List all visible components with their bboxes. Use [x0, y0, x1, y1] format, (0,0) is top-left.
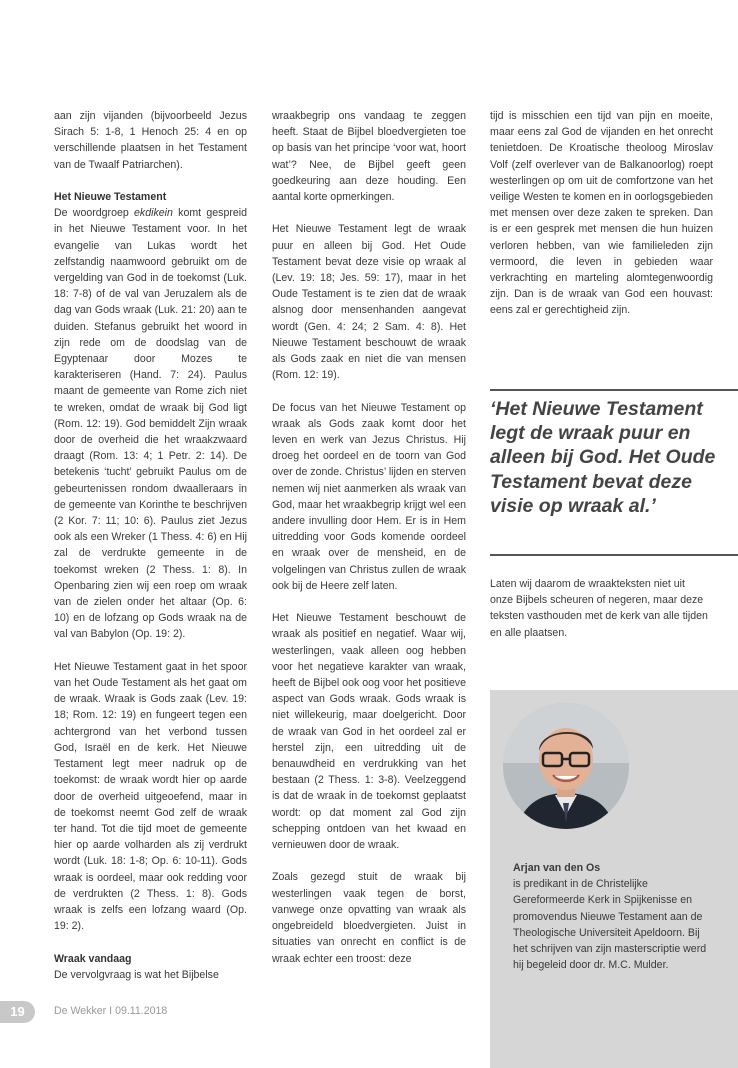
section-heading-nieuwe-testament: Het Nieuwe Testament — [54, 191, 167, 203]
author-description: is predikant in de Christelijke Gereformeerde Kerk in Spijkenisse en promovendus Nieuwe Testament aan de Theologische Universiteit Apeldoorn. Bij het schrijven van zijn masterscriptie werd hij begeleid door dr. M.C. Mulder. — [513, 878, 707, 972]
paragraph: Het Nieuwe Testament beschouwt de wraak als positief en negatief. Waar wij, westerlingen, vaak alleen oog hebben voor het negatieve karakter van wraak, heeft de Bijbel ook oog voor het positieve aspect van Gods wraak. Gods wraak is niet willekeurig, maar doelgericht. Door de wraak van God in het oordeel zal er herstel zijn, een uitredding uit de benauwdheid en verdrukking van het bestaan (2 Thess. 1: 3-8). Veelzeggend is dat de wraak in de toekomst geplaatst wordt: op dat moment zal God zijn schepping ontdoen van het kwaad en vernieuwen door de wraak. — [272, 612, 466, 852]
paragraph: De vervolgvraag is wat het Bijbelse — [54, 968, 219, 981]
quote-bottom-rule — [490, 554, 738, 556]
paragraph: Zoals gezegd stuit de wraak bij westerlingen vaak tegen de borst, vanwege onze opvatting van wraak als ongebreideld bloedvergieten. Juist in situaties van onrecht en conflict is de wraak echter een troost: deze — [272, 871, 466, 965]
paragraph: wraakbegrip ons vandaag te zeggen heeft. Staat de Bijbel bloedvergieten toe op basis van het principe ‘voor wat, hoort wat’? Nee, de Bijbel geeft geen goedkeuring aan deze houding. Een aantal korte opmerkingen. — [272, 110, 466, 204]
page-number-badge: 19 — [0, 1001, 35, 1023]
paragraph: aan zijn vijanden (bijvoorbeeld Jezus Sirach 5: 1-8, 1 Henoch 25: 4 en op verschillende plaatsen in het Testament van de Twaalf Patriarchen). — [54, 110, 247, 171]
article-column-1 — [54, 108, 247, 983]
paragraph: Het Nieuwe Testament gaat in het spoor van het Oude Testament als het gaat om de wraak. Wraak is Gods zaak (Lev. 19: 18; Rom. 12: 19) en fungeert tegen een achtergrond van het verbond tussen God, Israël en de kerk. Het Nieuwe Testament legt meer nadruk op de toekomst: de wraak wordt hier op aarde door de overheid uitgeoefend, maar in de toekomst neemt God zelf de wraak ter hand. Tot die tijd moet de gemeente hier op aarde volharden als zij verdrukt wordt (Luk. 18: 1-8; Op. 6: 10-11). Gods wraak is oordeel, maar ook redding voor de verdrukten (2 Thess. 1: 8). Gods wraak is zelfs een lofzang waard (Op. 19: 2). — [54, 660, 247, 933]
paragraph: De focus van het Nieuwe Testament op wraak als Gods zaak komt door het leven en werk van Jezus Christus. Hij droeg het oordeel en de toorn van God over de zonde. Christus’ lijden en sterven nemen wij niet aanmerken als wraak van God, maar het wraakbegrip krijgt wel een andere invulling door Hem. Er is in Hem uitredding voor Gods komende oordeel en wraak over de mensheid, en de volgelingen van Christus zullen de wraak ook bij de Heere zelf laten. — [272, 401, 466, 592]
pull-quote: ‘Het Nieuwe Testament legt de wraak puur en alleen bij God. Het Oude Testament bevat deze visie op wraak al.’ — [490, 398, 716, 517]
magazine-name: De Wekker — [54, 1005, 107, 1017]
author-portrait — [503, 703, 629, 829]
footer-masthead — [54, 1005, 167, 1017]
author-bio — [513, 860, 713, 973]
issue-date: 09.11.2018 — [115, 1005, 168, 1017]
greek-term: ekdikein — [134, 207, 173, 220]
section-heading-wraak-vandaag: Wraak vandaag — [54, 952, 132, 965]
paragraph: De woordgroep ekdikein komt gespreid in het Nieuwe Testament voor. In het evangelie van Lukas wordt het zelfstandig naamwoord gebruikt om de vergelding van God in de toekomst (Luk. 18: 7-8) of de val van Jeruzalem als de dag van Gods wraak (Luk. 21: 20) aan te duiden. Stefanus gebruikt het woord in zijn rede om de doodslag van de Egyptenaar door Mozes te karakteriseren (Hand. 7: 24). Paulus maant de gemeente van Rome zich niet te wreken, omdat de wraak bij God ligt (Rom. 12: 19). God bemiddelt Zijn wraak door de overheid die het wraakzwaard draagt (Rom. 13: 4; 1 Petr. 2: 14). De betekenis ‘tucht’ gebruikt Paulus om de gebeurtenissen rondom dwaalleraars in de gemeente van Korinthe te beschrijven (2 Kor. 7: 11; 10: 6). Paulus ziet Jezus ook als een Wreker (1 Thess. 4: 6) en Hij zal de verdrukte gemeente in de toekomst wreken (2 Thess. 1: 8). In Openbaring zien wij een roep om wraak van de zielen onder het altaar (Op. 6: 10) en de lofzang op Gods wraak na de val van Babylon (Op. 19: 2). — [54, 207, 247, 641]
author-name: Arjan van den Os — [513, 862, 601, 874]
article-column-2 — [272, 108, 466, 967]
footer-separator: I — [109, 1005, 113, 1017]
paragraph: Het Nieuwe Testament legt de wraak puur en alleen bij God. Het Oude Testament bevat deze visie op wraak al (Lev. 19: 18; Jes. 59: 17), maar in het Oude Testament is te zien dat de wraak alsnog door mensenhanden aangevat wordt (Gen. 4: 24; 2 Sam. 4: 8). Het Nieuwe Testament beschouwt de wraak als Gods zaak en niet die van mensen (Rom. 12: 19). — [272, 223, 466, 382]
article-column-3 — [490, 108, 713, 319]
closing-paragraph: Laten wij daarom de wraakteksten niet uit onze Bijbels scheuren of negeren, maar deze teksten vasthouden met de kerk van alle tijden en alle plaatsen. — [490, 578, 708, 639]
quote-top-rule — [490, 389, 738, 391]
paragraph: tijd is misschien een tijd van pijn en moeite, maar eens zal God de vijanden en het onrecht tenietdoen. De Kroatische theoloog Miroslav Volf (zelf overlever van de Balkanoorlog) roept westerlingen op om uit de comfortzone van het veilige Westen te komen en in oorlogsgebieden met mensen over deze zaken te spreken. Dan is er een gesprek met mensen die hun huizen verloren hebben, van wie familieleden zijn vermoord, die leven in gebieden waar verkrachting en marteling alomtegenwoordig zijn. Dan is de wraak van God een houvast: eens zal er gerechtigheid zijn. — [490, 110, 713, 317]
author-portrait-illustration — [503, 703, 629, 829]
